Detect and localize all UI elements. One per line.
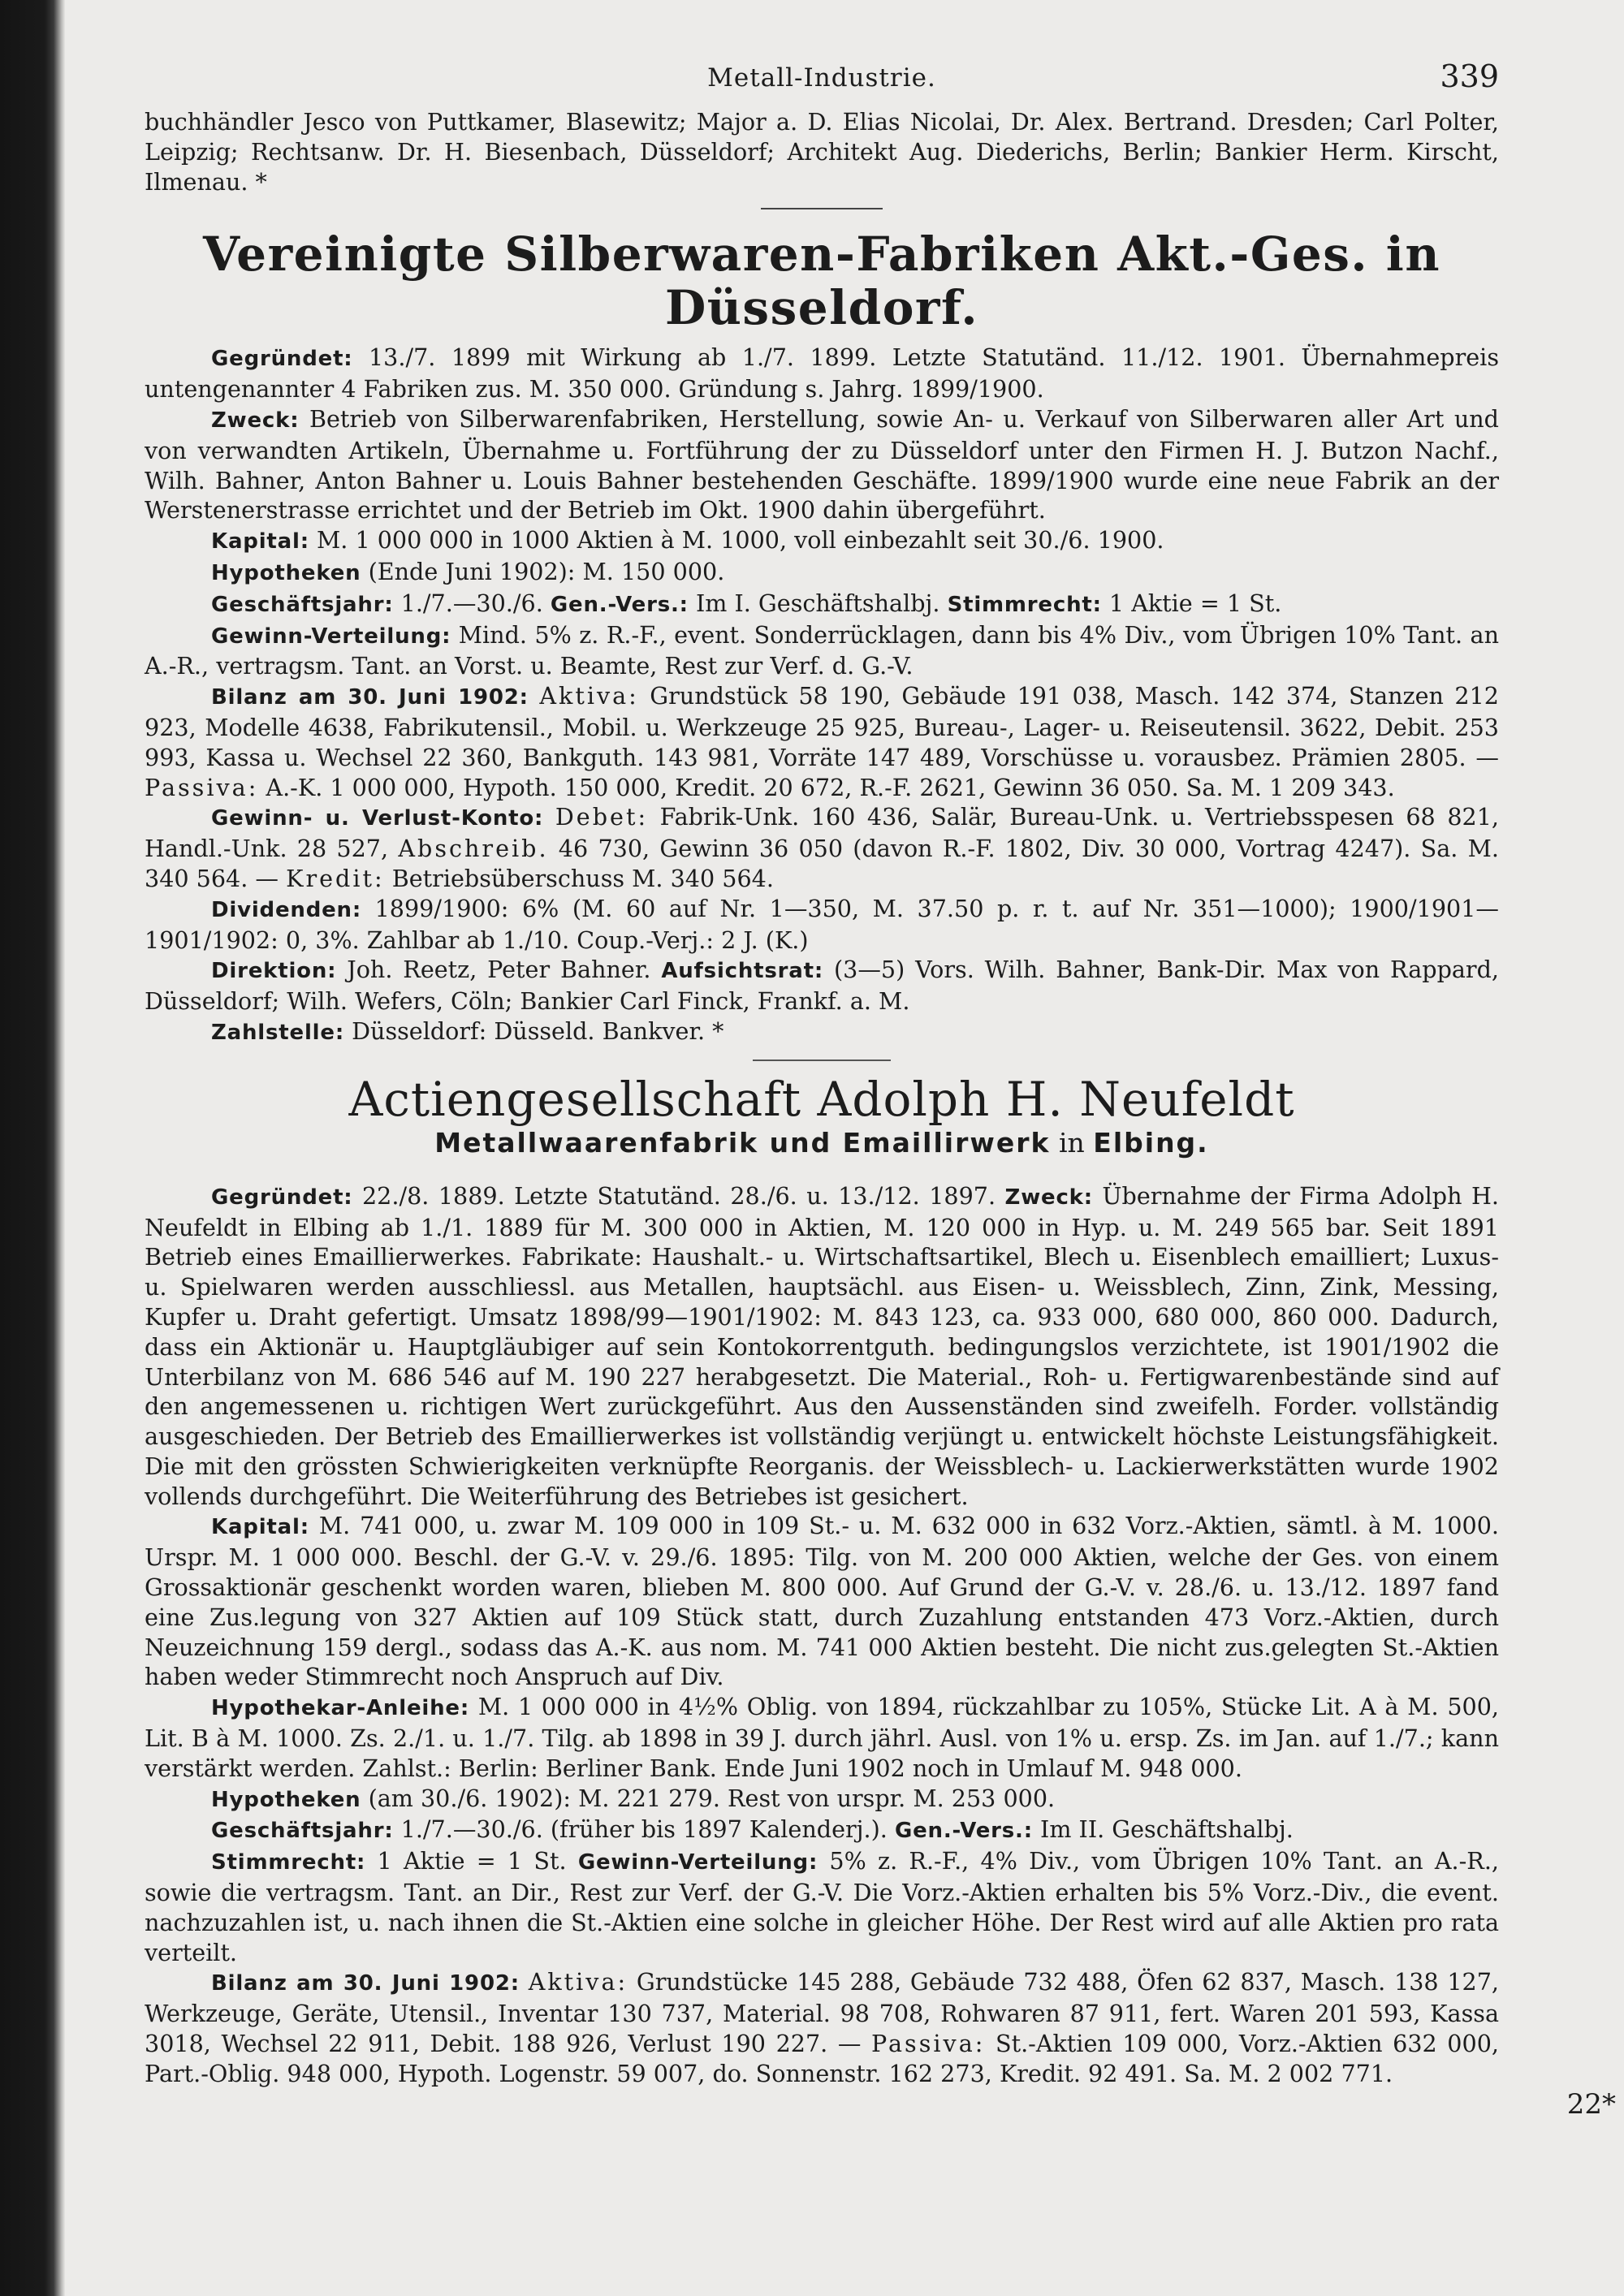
company-entry-silberwaren [145, 227, 1499, 1047]
label-voting-right: Stimmrecht: [211, 1850, 366, 1875]
text-credit: Betriebsüberschuss M. 340 564. [384, 864, 774, 892]
entry-mortgages [145, 1784, 1499, 1815]
company-title: Actiengesellschaft Adolph H. Neufeldt [348, 1071, 1295, 1127]
entry-balance-sheet [145, 1967, 1499, 2088]
label-assets: Aktiva: [539, 682, 639, 710]
text-general-meeting: Im II. Geschäftshalbj. [1032, 1815, 1294, 1844]
text-directors: Joh. Reetz, Peter Bahner. [336, 956, 651, 984]
entry-voting-right [145, 1846, 1499, 1967]
text-mortgages: (Ende Juni 1902): M. 150 000. [361, 557, 725, 585]
label-purpose: Zweck: [1004, 1185, 1093, 1210]
label-liabilities: Passiva: [145, 773, 259, 801]
label-balance-sheet: Bilanz am 30. Juni 1902: [211, 1971, 520, 1996]
entry-founded [145, 1181, 1499, 1512]
company-title: Vereinigte Silberwaren-Fabriken Akt.-Ges. in Düsseldorf. [203, 227, 1440, 336]
text-assets: Grundstück 58 190, Gebäude 191 038, Masch. 142 374, Stanzen 212 923, Modelle 4638, Fabrikutensil., Mobil. u. Werkzeuge 25 925, Bureau-, Lager- u. Reiseutensil. 3622, Debit. 253 993, Kassa u. Wechsel 22 360, Bankguth. 143 981, Vorräte 147 489, Vorschüsse u. vorausbez. Prämien 2805. — [145, 682, 1499, 771]
company-subtitle [145, 1126, 1499, 1160]
label-capital: Kapital: [211, 529, 309, 555]
label-paying-agent: Zahlstelle: [211, 1020, 345, 1045]
intro-paragraph: buchhändler Jesco von Puttkamer, Blasewitz; Major a. D. Elias Nicolai, Dr. Alex. Bertrand. Dresden; Carl Polter, Leipzig; Rechtsanw. Dr. H. Biesenbach, Düsseldorf; Architekt Aug. Diederichs, Berlin; Bankier Herm. Kirscht, Ilmenau. * [145, 108, 1499, 196]
text-liabilities: St.-Aktien 109 000, Vorz.-Aktien 632 000, Part.-Oblig. 948 000, Hypoth. Logenstr. 59 007, do. Sonnenstr. 162 273, Kredit. 92 491. Sa. M. 2 002 771. [145, 2030, 1499, 2087]
text-mortgages: (am 30./6. 1902): M. 221 279. Rest von urspr. M. 253 000. [361, 1784, 1056, 1812]
section-divider [753, 1060, 891, 1061]
label-directors: Direktion: [211, 959, 337, 984]
label-profit-distribution: Gewinn-Verteilung: [577, 1850, 818, 1875]
label-assets: Aktiva: [528, 1968, 628, 1996]
entry-directors [145, 955, 1499, 1016]
text-capital: M. 1 000 000 in 1000 Aktien à M. 1000, voll einbezahlt seit 30./6. 1900. [309, 526, 1164, 555]
company-entry-neufeldt [145, 1072, 1499, 2089]
text-debit: Fabrik-Unk. 160 436, Salär, Bureau-Unk. u. Vertriebsspesen 68 821, Handl.-Unk. 28 527, [145, 803, 1500, 863]
text-founded: 13./7. 1899 mit Wirkung ab 1./7. 1899. Letzte Statutänd. 11./12. 1901. Übernahmepreis untengenannter 4 Fabriken zus. M. 350 000. Gründung s. Jahrg. 1899/1900. [145, 343, 1499, 404]
text-mortgage-loan: M. 1 000 000 in 4½% Oblig. von 1894, rückzahlbar zu 105%, Stücke Lit. A à M. 500, Lit. B à M. 1000. Zs. 2./1. u. 1./7. Tilg. ab 1898 in 39 J. durch jährl. Ausl. von 1% u. ersp. Zs. im Jan. auf 1./7.; kann verstärkt werden. Zahlst.: Berlin: Berliner Bank. Ende Juni 1902 noch in Umlauf M. 948 000. [145, 1693, 1499, 1782]
label-fiscal-year: Geschäftsjahr: [211, 1819, 394, 1844]
entry-mortgage-loan [145, 1692, 1499, 1783]
page-number: 339 [1440, 58, 1499, 94]
text-capital: M. 741 000, u. zwar M. 109 000 in 109 St.- u. M. 632 000 in 632 Vorz.-Aktien, sämtl. à M. 1000. Urspr. M. 1 000 000. Beschl. der G.-V. v. 29./6. 1895: Tilg. von M. 200 000 Aktien, welche der Ges. von einem Grossaktionär geschenkt worden waren, blieben M. 800 000. Auf Grund der G.-V. v. 28./6. u. 13./12. 1897 fand eine Zus.legung von 327 Aktien auf 109 Stück statt, durch Zuzahlung entstanden 473 Vorz.-Aktien, durch Neuzeichnung 159 dergl., sodass das A.-K. aus nom. M. 741 000 Aktien besteht. Die nicht zus.gelegten St.-Aktien haben weder Stimmrecht noch Anspruch auf Div. [145, 1512, 1499, 1691]
text-supervisory-board: (3—5) Vors. Wilh. Bahner, Bank-Dir. Max von Rappard, Düsseldorf; Wilh. Wefers, Cöln; Bankier Carl Finck, Frankf. a. M. [145, 956, 1499, 1016]
label-purpose: Zweck: [211, 408, 300, 433]
subtitle-in: in [1050, 1126, 1094, 1159]
text-profit-distribution: Mind. 5% z. R.-F., event. Sonderrücklagen, dann bis 4% Div., vom Übrigen 10% Tant. an A.-R., vertragsm. Tant. an Vorst. u. Beamte, Rest zur Verf. d. G.-V. [145, 620, 1499, 680]
entry-dividends [145, 894, 1499, 956]
label-founded: Gegründet: [211, 347, 353, 372]
entry-profit-distribution [145, 620, 1499, 682]
text-general-meeting: Im I. Geschäftshalbj. [688, 589, 940, 617]
text-purpose: Übernahme der Firma Adolph H. Neufeldt in Elbing ab 1./1. 1889 für M. 300 000 in Aktien, M. 120 000 in Hyp. u. M. 249 565 bar. Seit 1891 Betrieb eines Emaillierwerkes. Fabrikate: Haushalt.- u. Wirtschaftsartikel, Blech u. Eisenblech emailliert; Luxus- u. Spielwaren werden ausschliessl. aus Metallen, hauptsächl. aus Eisen- u. Weissblech, Zinn, Zink, Messing, Kupfer u. Draht gefertigt. Umsatz 1898/99—1901/1902: M. 843 123, ca. 933 000, 680 000, 860 000. Dadurch, dass ein Aktionär u. Hauptgläubiger auf sein Kontokorrentguth. bedingungslos verzichtete, ist 1901/1902 die Unterbilanz von M. 686 546 auf M. 190 227 herabgesetzt. Die Material., Roh- u. Fertigwarenbestände sind auf den angemessenen u. richtigen Wert zurückgeführt. Aus den Aussenständen sind zweifelh. Forder. vollständig ausgeschieden. Der Betrieb des Emaillierwerkes ist vollständig verjüngt u. entwickelt höchste Leistungsfähigkeit. Die mit den grössten Schwierigkeiten verknüpfte Reorganis. der Weissblech- u. Lackierwerkstätten wurde 1902 vollends durchgeführt. Die Weiterführung des Betriebes ist gesichert. [145, 1181, 1499, 1510]
section-divider [761, 208, 883, 209]
label-mortgages: Hypotheken [211, 560, 361, 585]
label-capital: Kapital: [211, 1515, 309, 1540]
label-profit-distribution: Gewinn-Verteilung: [211, 624, 451, 649]
entry-fiscal-year [145, 1815, 1499, 1846]
entry-profit-loss [145, 802, 1499, 893]
label-liabilities: Passiva: [871, 2030, 986, 2058]
text-profit-distribution: 5% z. R.-F., 4% Div., vom Übrigen 10% Tant. an A.-R., sowie die vertragsm. Tant. an Dir., Rest zur Verf. der G.-V. Die Vorz.-Aktien erhalten bis 5% Vorz.-Div., die event. nachzuzahlen ist, u. nach ihnen die St.-Aktien eine solche in gleicher Höhe. Der Rest wird auf alle Aktien pro rata verteilt. [145, 1847, 1499, 1966]
entry-paying-agent [145, 1016, 1499, 1048]
entry-capital [145, 525, 1499, 557]
label-general-meeting: Gen.-Vers.: [894, 1819, 1033, 1844]
running-title: Metall-Industrie. [707, 63, 936, 93]
text-founded: 22./8. 1889. Letzte Statutänd. 28./6. u. 13./12. 1897. [352, 1181, 996, 1210]
label-balance-sheet: Bilanz am 30. Juni 1902: [211, 685, 529, 710]
text-assets: Grundstücke 145 288, Gebäude 732 488, Öfen 62 837, Masch. 138 127, Werkzeuge, Geräte, Utensil., Inventar 130 737, Material. 98 708, Rohwaren 87 911, fert. Waren 201 593, Kassa 3018, Wechsel 22 911, Debit. 188 926, Verlust 190 227. — [145, 1968, 1499, 2058]
book-spine [0, 0, 65, 2296]
label-debit: Debet: [555, 803, 649, 831]
label-dividends: Dividenden: [211, 897, 362, 922]
entry-founded [145, 343, 1499, 404]
text-voting-right: 1 Aktie = 1 St. [1101, 589, 1282, 617]
subtitle-business: Metallwaarenfabrik und Emaillirwerk [434, 1126, 1051, 1159]
label-credit: Kredit: [286, 864, 385, 892]
label-profit-loss: Gewinn- u. Verlust-Konto: [211, 806, 544, 831]
text-dividends: 1899/1900: 6% (M. 60 auf Nr. 1—350, M. 37.50 p. r. t. auf Nr. 351—1000); 1900/1901—1901/1902: 0, 3%. Zahlbar ab 1./10. Coup.-Verj.: 2 J. (K.) [145, 894, 1499, 954]
text-voting-right: 1 Aktie = 1 St. [365, 1847, 567, 1875]
text-fiscal-year: 1./7.—30./6. [393, 589, 543, 617]
entry-capital [145, 1511, 1499, 1692]
label-depreciation: Abschreib. [398, 835, 549, 863]
signature-mark: 22* [1566, 2088, 1616, 2121]
label-mortgages: Hypotheken [211, 1787, 361, 1812]
entry-mortgages [145, 557, 1499, 589]
page-header [145, 58, 1499, 107]
label-mortgage-loan: Hypothekar-Anleihe: [211, 1696, 470, 1721]
label-voting-right: Stimmrecht: [947, 592, 1102, 617]
text-depreciation: 46 730, Gewinn 36 050 (davon R.-F. 1802, Div. 30 000, Vortrag 4247). Sa. M. 340 564. — [145, 835, 1499, 892]
page [145, 58, 1499, 2089]
text-liabilities: A.-K. 1 000 000, Hypoth. 150 000, Kredit. 20 672, R.-F. 2621, Gewinn 36 050. Sa. M. 1 209 343. [258, 773, 1395, 801]
entry-purpose [145, 404, 1499, 525]
entry-balance-sheet [145, 681, 1499, 802]
label-general-meeting: Gen.-Vers.: [550, 592, 689, 617]
text-paying-agent: Düsseldorf: Düsseld. Bankver. * [344, 1016, 724, 1045]
text-purpose: Betrieb von Silberwarenfabriken, Herstellung, sowie An- u. Verkauf von Silberwaren aller Art und von verwandten Artikeln, Übernahme u. Fortführung der zu Düsseldorf unter den Firmen H. J. Butzon Nachf., Wilh. Bahner, Anton Bahner u. Louis Bahner bestehenden Geschäfte. 1899/1900 wurde eine neue Fabrik an der Werstenerstrasse errichtet und der Betrieb im Okt. 1900 dahin übergeführt. [145, 404, 1499, 524]
label-fiscal-year: Geschäftsjahr: [211, 592, 394, 617]
subtitle-city: Elbing. [1093, 1126, 1209, 1159]
text-fiscal-year: 1./7.—30./6. (früher bis 1897 Kalenderj.). [393, 1815, 888, 1844]
entry-fiscal-year [145, 589, 1499, 620]
label-founded: Gegründet: [211, 1185, 353, 1210]
label-supervisory-board: Aufsichtsrat: [661, 959, 824, 984]
